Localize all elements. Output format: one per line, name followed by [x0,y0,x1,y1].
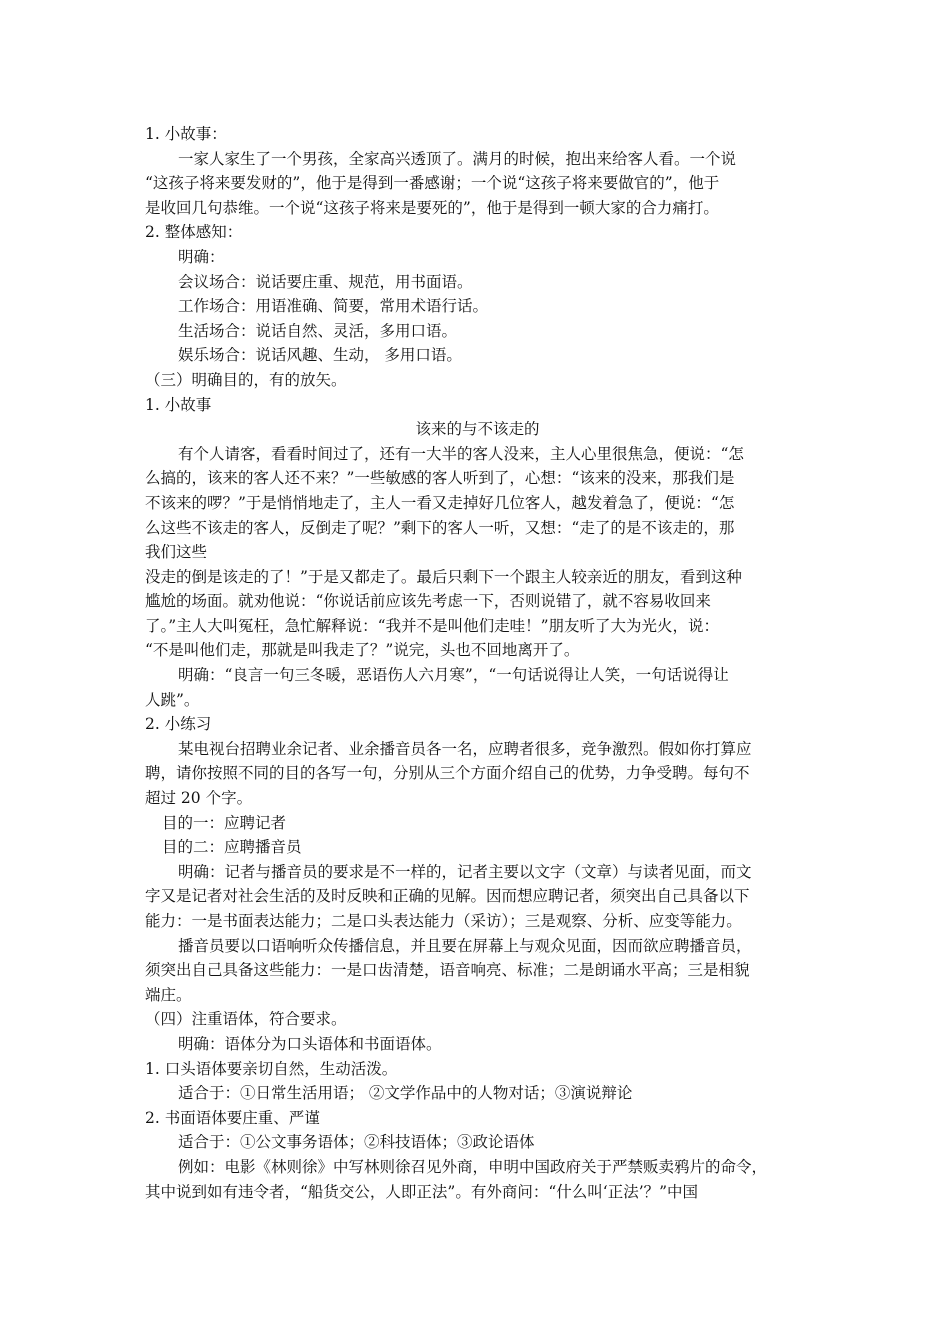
text-line: 会议场合：说话要庄重、规范，用书面语。 [178,272,473,291]
text-line: 明确：“良言一句三冬暖，恶语伤人六月寒”，“一句话说得让人笑，一句话说得让 [178,666,729,685]
text-line: 字又是记者对社会生活的及时反映和正确的见解。因而想应聘记者，须突出自己具备以下 [145,887,750,906]
text-line: 其中说到如有违令者，“船货交公，人即正法”。有外商问：“什么叫‘正法’？”中国 [145,1182,699,1201]
text-line: 尴尬的场面。就劝他说：“你说话前应该先考虑一下，否则说错了，就不容易收回来 [145,592,711,611]
text-line: 目的二：应聘播音员 [162,838,302,857]
text-line: 明确： [178,247,225,266]
text-line: 适合于：①日常生活用语； ②文学作品中的人物对话；③演说辩论 [178,1084,633,1103]
text-line: 么搞的，该来的客人还不来？”一些敏感的客人听到了，心想：“该来的没来，那我们是 [145,469,735,488]
text-line: 须突出自己具备这些能力：一是口齿清楚，语音响亮、标准；二是朗诵水平高；三是相貌 [145,961,750,980]
text-line: 不该来的啰？”于是悄悄地走了，主人一看又走掉好几位客人，越发着急了，便说：“怎 [145,493,735,512]
text-line: 超过 20 个字。 [145,789,253,808]
text-line: 适合于：①公文事务语体；②科技语体；③政论语体 [178,1133,535,1152]
text-line: 播音员要以口语响听众传播信息，并且要在屏幕上与观众见面，因而欲应聘播音员， [178,936,752,955]
text-line: 例如：电影《林则徐》中写林则徐召见外商，申明中国政府关于严禁贩卖鸦片的命令， [178,1157,768,1176]
text-line: 么这些不该走的客人，反倒走了呢？”剩下的客人一听，又想：“走了的是不该走的，那 [145,518,735,537]
text-line: 目的一：应聘记者 [162,813,287,832]
text-line: 1. 小故事 [145,395,212,414]
text-line: 该来的与不该走的 [415,420,540,439]
text-line: 2. 整体感知： [145,223,243,242]
text-line: 有个人请客，看看时间过了，还有一大半的客人没来，主人心里很焦急，便说：“怎 [178,444,744,463]
text-line: 是收回几句恭维。一个说“这孩子将来是要死的”，他于是得到一顿大家的合力痛打。 [145,198,719,217]
text-line: 工作场合：用语准确、简要，常用术语行话。 [178,297,489,316]
text-line: 生活场合：说话自然、灵活，多用口语。 [178,321,458,340]
text-line: 了。”主人大叫冤枉，急忙解释说：“我并不是叫他们走哇！”朋友听了大为光火，说： [145,616,720,635]
text-line: 2. 书面语体要庄重、严谨 [145,1108,320,1127]
text-line: 1. 小故事： [145,125,227,143]
text-line: （四）注重语体，符合要求。 [145,1010,347,1029]
text-line: 端庄。 [145,985,192,1004]
text-line: 1. 口头语体要亲切自然，生动活泼。 [145,1059,398,1078]
text-line: 明确：记者与播音员的要求是不一样的，记者主要以文字（文章）与读者见面，而文 [178,862,752,881]
document-page [145,122,810,1204]
text-line: 我们这些 [145,543,208,562]
text-line: “这孩子将来要发财的”，他于是得到一番感谢；一个说“这孩子将来要做官的”，他于 [145,174,720,193]
text-line: 娱乐场合：说话风趣、生动， 多用口语。 [178,346,462,365]
text-line: 某电视台招聘业余记者、业余播音员各一名，应聘者很多，竞争激烈。假如你打算应 [178,739,752,758]
text-line: 人跳”。 [145,690,200,709]
text-line: 2. 小练习 [145,715,212,734]
text-line: 没走的倒是该走的了！”于是又都走了。最后只剩下一个跟主人较亲近的朋友，看到这种 [145,567,742,586]
text-line: 能力：一是书面表达能力；二是口头表达能力（采访）；三是观察、分析、应变等能力。 [145,912,742,930]
text-line: 聘，请你按照不同的目的各写一句，分别从三个方面介绍自己的优势，力争受聘。每句不 [145,764,750,783]
text-line: “不是叫他们走，那就是叫我走了？”说完，头也不回地离开了。 [145,641,580,660]
text-line: 一家人家生了一个男孩，全家高兴透顶了。满月的时候，抱出来给客人看。一个说 [178,149,737,168]
text-line: 明确：语体分为口头语体和书面语体。 [178,1034,442,1053]
text-line: （三）明确目的，有的放矢。 [145,370,347,389]
